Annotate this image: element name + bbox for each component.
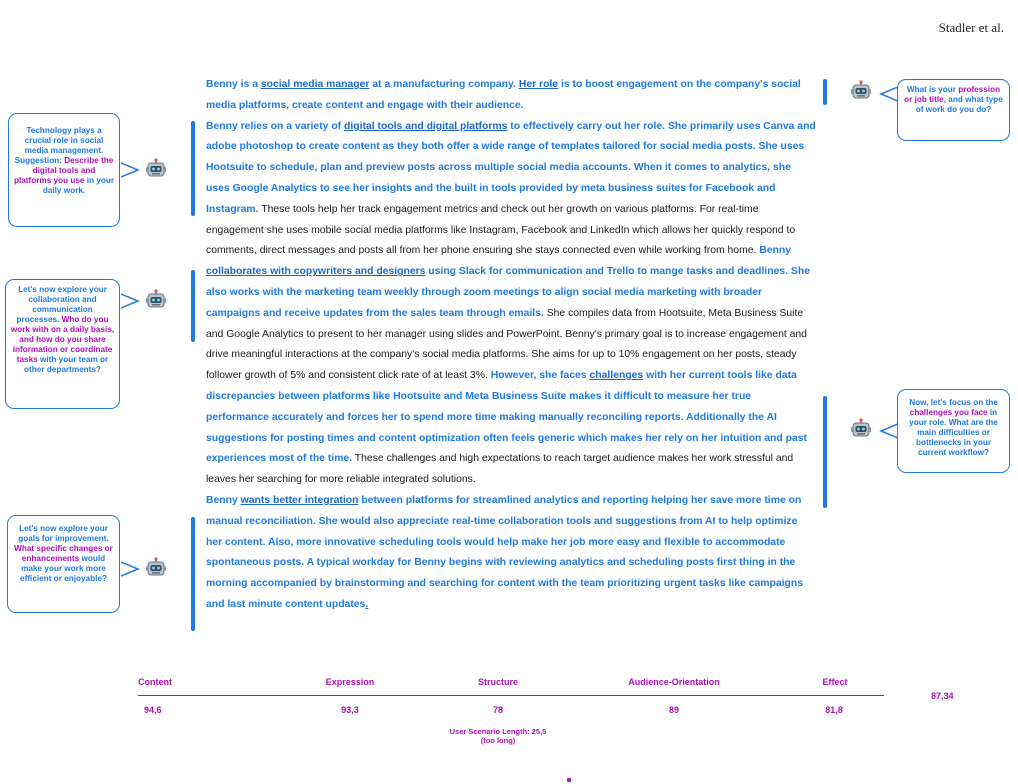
underline-better-integration: wants better integration: [240, 494, 359, 506]
scenario-role-middle: at a manufacturing company.: [369, 79, 519, 90]
bubble-tail: [121, 160, 141, 180]
highlight-bar-right-1: [823, 79, 827, 105]
bubble-text: Let's now explore your goals for improvement.: [18, 524, 109, 543]
user-scenario-text: [206, 75, 816, 616]
bubble-accent-text: Who do you work with on a daily basis, and how do you share information or coordinate tasks: [10, 315, 115, 364]
robot-icon: [850, 80, 872, 102]
scenario-length-note: [430, 727, 566, 745]
highlight-bar-left-2: [191, 121, 195, 216]
scenario-challenges-intro: However, she faces: [490, 370, 590, 382]
scenario-length-verdict: (too long): [480, 736, 516, 745]
underline-digital-tools: digital tools and digital platforms: [344, 120, 508, 132]
score-value-structure: 78: [492, 705, 503, 715]
robot-icon: [850, 418, 872, 440]
bubble-tail: [878, 84, 898, 104]
bubble-tail: [878, 421, 898, 441]
robot-icon: [145, 289, 167, 311]
underline-challenges: challenges: [589, 370, 644, 382]
scenario-collab-plain: She compiles data from Hootsuite, Meta Business Suite and Google Analytics to present to her manager using slides and PowerPoint. Benny's primary goal is to increase engagement and drive meaningful interactions at the company's social media platforms. She aims for up to 10% engagement on her posts, steady follower growth of 5% and consistent click rate of at least 3%.: [206, 307, 807, 382]
scenario-length-value: User Scenario Length: 25,5: [449, 727, 547, 736]
scenario-collab-intro: Benny: [759, 245, 792, 257]
bubble-text: in your role. What are the main difficulties or bottlenecks in your current workflow?: [909, 408, 998, 457]
question-bubble-challenges: [897, 389, 1010, 473]
bubble-text: with your team or other departments?: [24, 355, 109, 374]
highlight-bar-left-3: [191, 270, 195, 342]
scores-divider: [138, 695, 884, 696]
bubble-accent-text: What specific changes or enhancements: [14, 544, 113, 563]
bubble-tail: [121, 291, 141, 311]
highlight-bar-left-5: [191, 517, 195, 631]
scenario-tools-highlight: to effectively carry out her role. She primarily uses Canva and adobe photoshop to create content as they both offer a wide range of templates tailored for social media posts. She uses Hootsuite to schedule, plan and preview posts across multiple social media accounts. When it comes to analytics, she uses Google Analytics to see her insights and the built in tools provided by meta business suites for Facebook and Instagram.: [206, 120, 816, 215]
score-value-content: 94,6: [144, 705, 162, 715]
underline-social-media-manager: social media manager: [260, 79, 370, 90]
bubble-text: would make your work more efficient or enjoyable?: [20, 554, 107, 583]
underline-collaborates: collaborates with copywriters and designers: [206, 266, 426, 278]
scenario-collab-highlight: using Slack for communication and Trello to mange tasks and deadlines. She also works with the marketing team weekly through zoom meetings to align social media marketing with broader campaigns and receive updates from the sales team through emails.: [206, 266, 810, 319]
bubble-text: Now, let's focus on the: [909, 398, 998, 407]
bubble-accent-text: challenges you face: [909, 408, 988, 417]
bubble-text: in your daily work.: [42, 176, 115, 195]
score-value-expression: 93,3: [341, 705, 359, 715]
scenario-tools-intro: Benny relies on a variety of: [206, 120, 345, 132]
question-bubble-digital-tools: [8, 113, 120, 227]
scenario-goals-intro: Benny: [206, 494, 241, 506]
page-mark: [567, 778, 571, 782]
scenario-role-intro: Benny is a: [206, 79, 261, 90]
bubble-text: , and what type of work do you do?: [915, 95, 1003, 114]
score-header-expression: Expression: [325, 677, 375, 687]
scenario-goals-highlight: between platforms for streamlined analytics and reporting helping her save more time on manual reconciliation. She would also appreciate real-time collaboration tools and suggestions from AI to help optimize her content. Also, more innovative scheduling tools would help make her job more easy and flexible to accommodate spontaneous posts. A typical workday for Benny begins with reviewing analytics and scheduling posts first thing in the morning accompanied by brainstorming and searching for content with the team prioritizing urgent tasks like campaigns and last minute content updates: [206, 494, 803, 610]
running-head: Stadler et al.: [938, 20, 1004, 35]
bubble-text: Technology plays a crucial role in social media management. Suggestion:: [14, 126, 104, 165]
scenario-challenges-highlight: with her current tools like data discrepancies between platforms like Hootsuite and Meta Business Suite makes it difficult to measure her true performance accurately and forces her to spend more time making manually reconciling reports. Additionally the AI suggestions for posting times and content optimization often feels generic which makes her rely on her intuition and past experiences most of the time.: [206, 370, 808, 465]
robot-icon: [145, 158, 167, 180]
question-bubble-goals: [7, 515, 120, 613]
score-header-effect: Effect: [822, 677, 848, 687]
robot-icon: [145, 557, 167, 579]
scenario-tools-plain: These tools help her track engagement metrics and check out her growth on various platforms. For real-time engagement she uses mobile social media platforms like Instagram, Facebook and LinkedIn which allows her quickly respond to comments, direct messages and posts all from her phone ensuring she stays connected even while working from home.: [206, 203, 796, 257]
score-value-effect: 81,8: [825, 705, 843, 715]
bubble-text: What is your: [906, 85, 959, 94]
question-bubble-profession: [897, 79, 1010, 141]
bubble-accent-text: Describe the digital tools and platforms you use: [13, 156, 114, 185]
scenario-challenges-plain: These challenges and high expectations to reach target audience makes her work stressful and leaves her searching for more reliable integrated solutions.: [206, 453, 794, 486]
score-value-audience-orientation: 89: [668, 705, 679, 715]
underline-her-role: Her role: [518, 79, 559, 90]
score-header-content: Content: [138, 677, 172, 687]
score-total: 87,34: [931, 691, 954, 701]
bubble-accent-text: profession or job title: [904, 85, 1001, 104]
scenario-role-end: is to boost engagement on the company's social media platforms, create content and engage with their audience.: [206, 79, 801, 111]
score-header-structure: Structure: [477, 677, 518, 687]
scenario-paragraph: [206, 75, 816, 616]
question-bubble-collaboration: [5, 279, 120, 409]
underline-period: .: [365, 598, 369, 610]
bubble-tail: [121, 559, 141, 579]
highlight-bar-right-4: [823, 396, 827, 508]
bubble-text: Let's now explore your collaboration and communication processes.: [16, 285, 107, 324]
score-header-audience-orientation: Audience-Orientation: [628, 677, 720, 687]
